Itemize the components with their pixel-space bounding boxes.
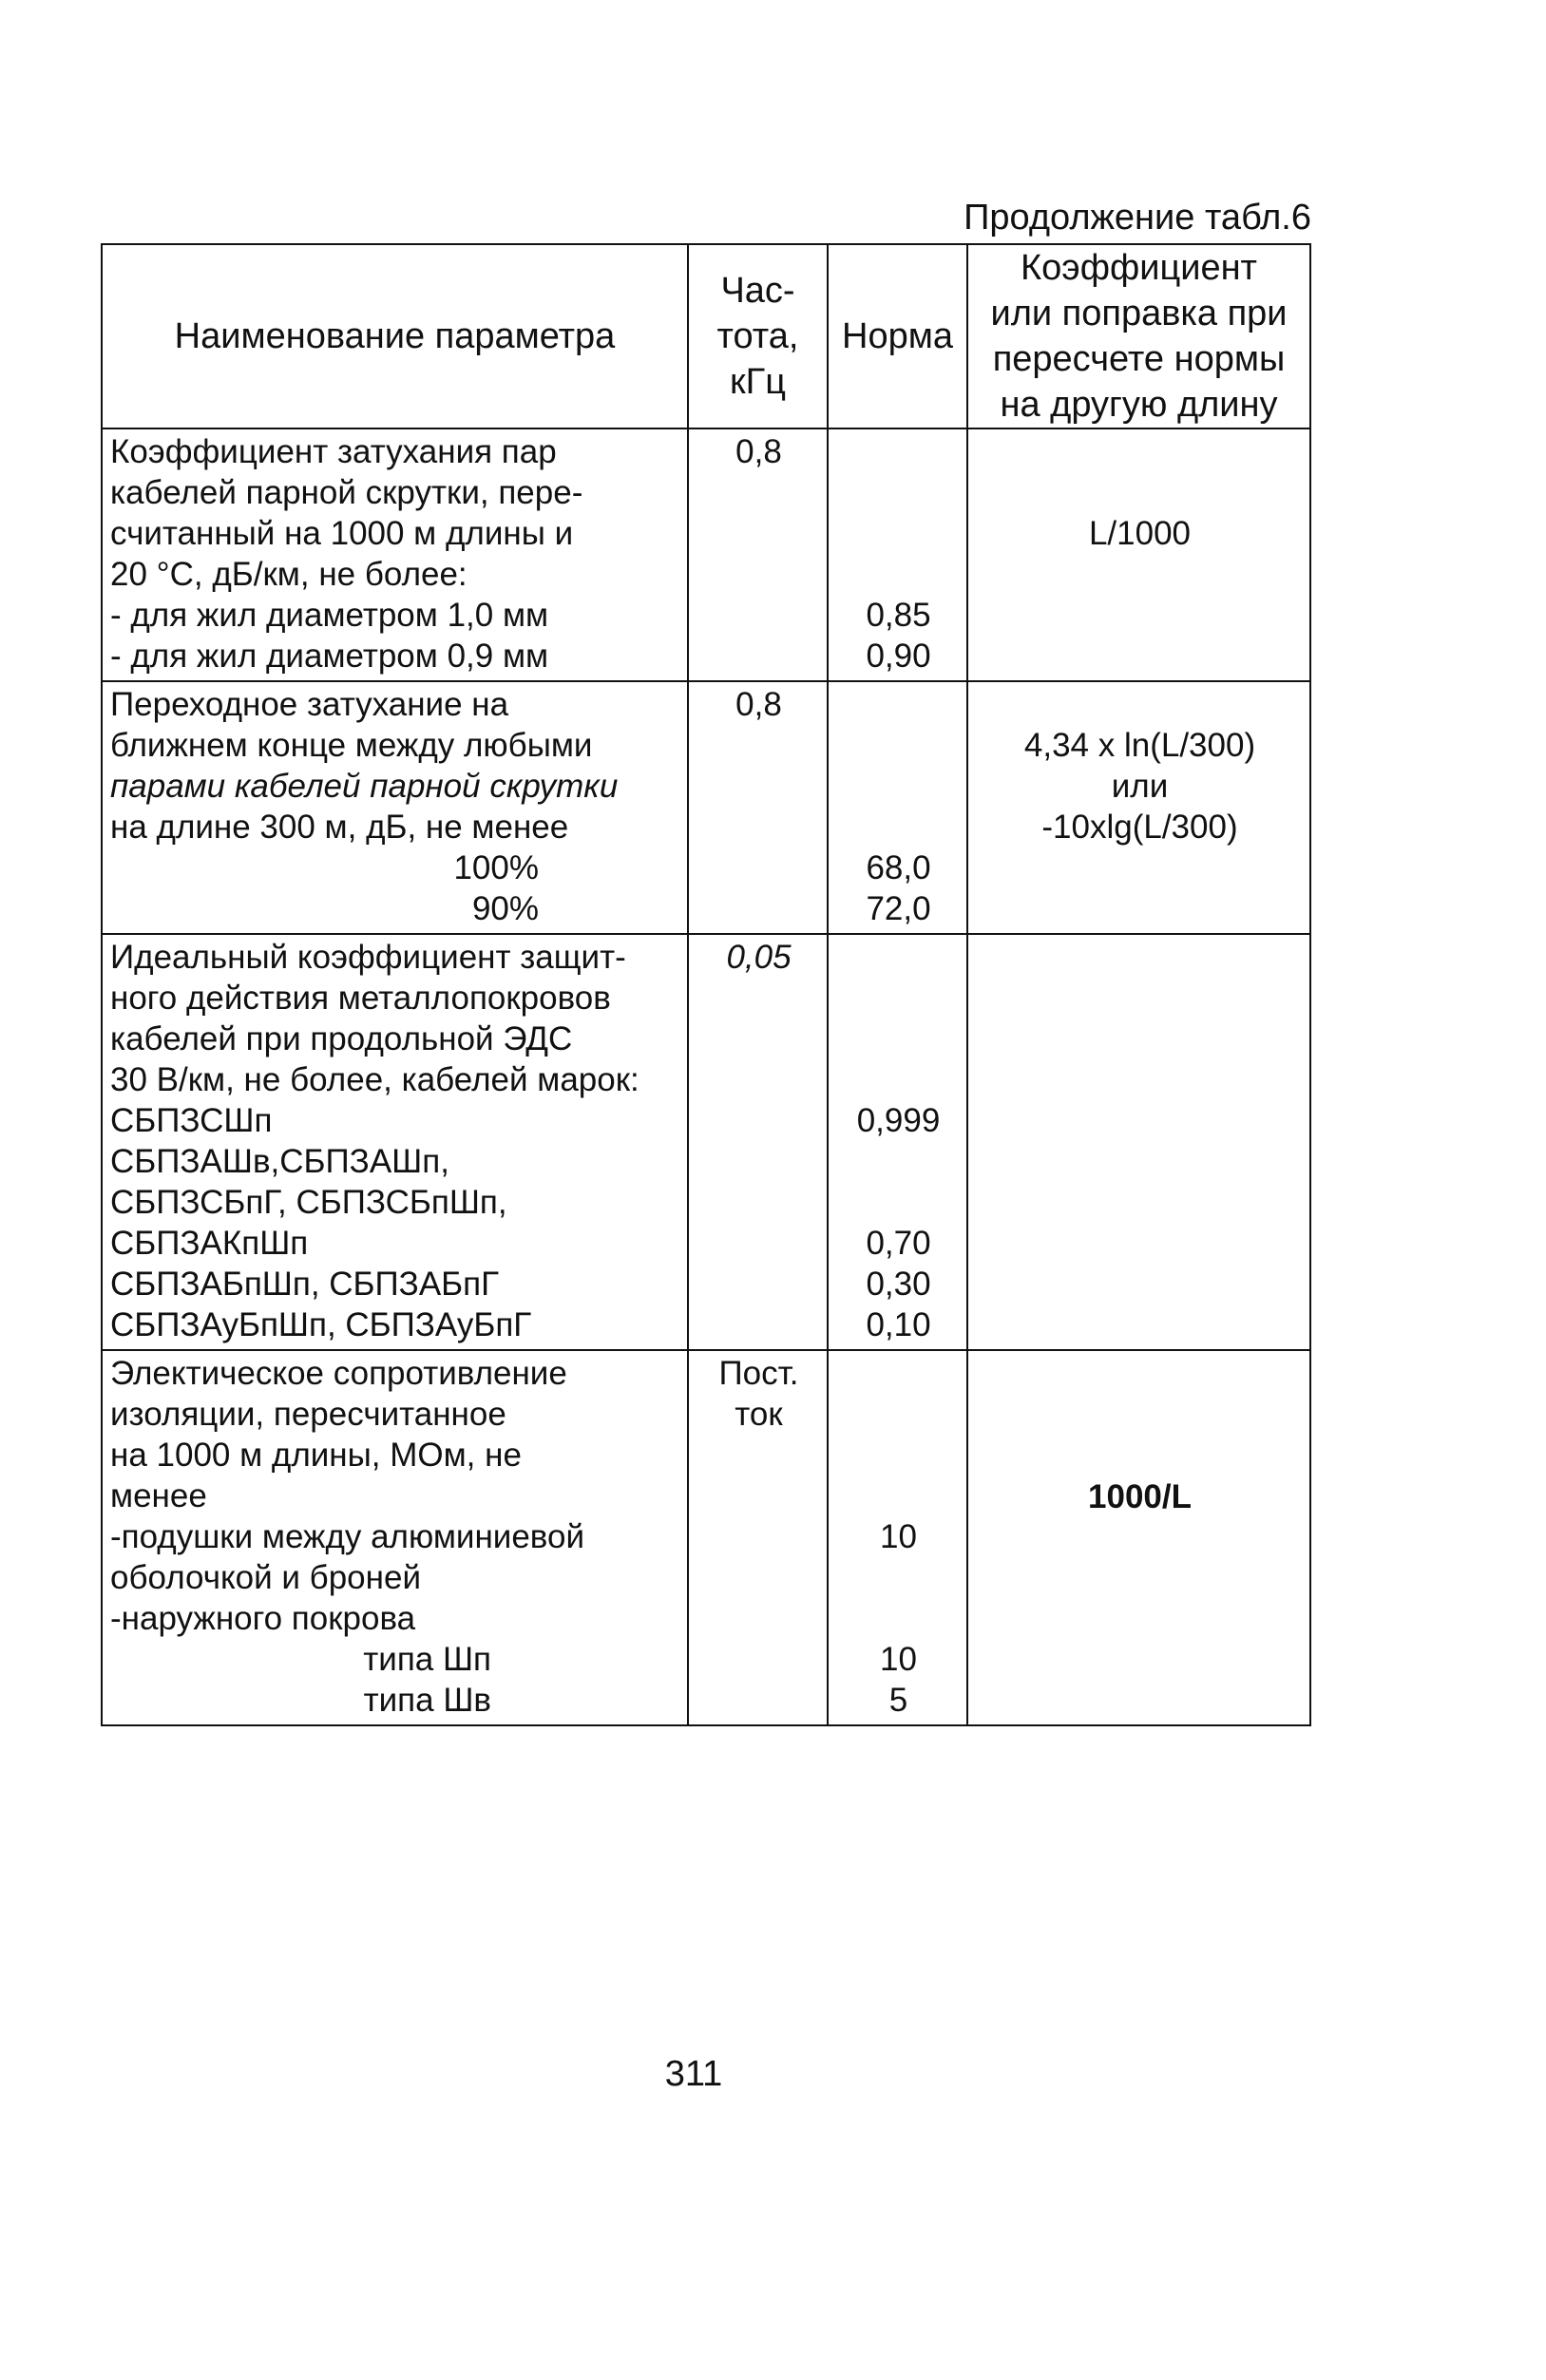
frequency-cell — [688, 934, 828, 1350]
header-coefficient-line: Коэффициент — [1021, 248, 1257, 288]
norm-value: 0,10 — [866, 1306, 931, 1343]
param-line: - для жил диаметром 1,0 мм — [110, 597, 549, 634]
param-line: считанный на 1000 м длины и — [110, 515, 574, 552]
param-cell — [102, 1350, 688, 1725]
header-frequency-line: тота, — [716, 316, 799, 356]
header-coefficient-line: пересчете нормы — [992, 339, 1286, 379]
param-line: ближнем конце между любыми — [110, 727, 593, 764]
norm-value: 5 — [888, 1682, 908, 1719]
param-cell — [102, 681, 688, 934]
norm-value — [836, 1476, 961, 1516]
norm-value — [836, 766, 961, 807]
frequency-cell — [688, 1350, 828, 1725]
frequency-value — [697, 1516, 821, 1557]
param-line: СБПЗСШп — [110, 1102, 273, 1139]
param-line: 30 В/км, не более, кабелей марок: — [110, 1061, 639, 1098]
frequency-value — [697, 1435, 821, 1476]
page-number: 311 — [664, 2054, 723, 2094]
norm-value: 72,0 — [866, 890, 931, 927]
table-header-row — [102, 244, 1310, 428]
param-line: ного действия металлопокровов — [110, 980, 611, 1017]
param-line: менее — [110, 1477, 207, 1514]
param-line: СБПЗАуБпШп, СБПЗАуБпГ — [110, 1306, 532, 1343]
frequency-value: 0,8 — [735, 686, 782, 723]
coefficient-formula: -10xlg(L/300) — [1041, 809, 1238, 846]
param-line: СБПЗСБпГ, СБПЗСБпШп, — [110, 1184, 507, 1221]
param-line: -подушки между алюминиевой — [110, 1518, 585, 1555]
table-row — [102, 428, 1310, 681]
coefficient-cell — [967, 934, 1310, 1350]
norm-value — [836, 1598, 961, 1639]
coefficient-formula: 4,34 x ln(L/300) — [1023, 727, 1256, 764]
norm-value: 0,70 — [866, 1225, 931, 1262]
norm-value — [836, 554, 961, 595]
frequency-value — [697, 1304, 821, 1345]
frequency-value — [697, 1264, 821, 1304]
norm-value: 10 — [880, 1641, 917, 1678]
frequency-value — [697, 888, 821, 929]
norm-value: 0,999 — [856, 1102, 941, 1139]
frequency-value — [697, 725, 821, 766]
table-row — [102, 934, 1310, 1350]
norm-value — [836, 1394, 961, 1435]
norm-value — [836, 1353, 961, 1394]
frequency-value — [697, 513, 821, 554]
norm-value — [836, 807, 961, 847]
norm-value — [836, 513, 961, 554]
norm-value — [836, 1182, 961, 1223]
header-frequency — [688, 244, 828, 428]
param-line: 90% — [471, 890, 539, 927]
param-line: Переходное затухание на — [110, 686, 509, 723]
frequency-value — [697, 1476, 821, 1516]
frequency-value — [697, 554, 821, 595]
frequency-value — [697, 1223, 821, 1264]
frequency-value — [697, 1100, 821, 1141]
param-cell — [102, 428, 688, 681]
coefficient-cell — [967, 681, 1310, 934]
norm-cell — [828, 1350, 967, 1725]
norm-value — [836, 684, 961, 725]
frequency-value: 0,05 — [726, 939, 792, 976]
param-line: 20 °С, дБ/км, не более: — [110, 556, 468, 593]
norm-cell — [828, 934, 967, 1350]
param-line: СБПЗАКпШп — [110, 1225, 309, 1262]
param-line: Идеальный коэффициент защит- — [110, 939, 626, 976]
frequency-value — [697, 1557, 821, 1598]
norm-cell — [828, 428, 967, 681]
table-row — [102, 681, 1310, 934]
frequency-value — [697, 807, 821, 847]
frequency-value — [697, 595, 821, 636]
frequency-cell — [688, 681, 828, 934]
header-coefficient-line: или поправка при — [990, 294, 1288, 333]
coefficient-cell — [967, 1350, 1310, 1725]
coefficient-value: 1000/L — [1088, 1478, 1192, 1515]
frequency-value: Пост. — [718, 1355, 799, 1392]
norm-value: 0,85 — [866, 597, 931, 634]
frequency-value — [697, 847, 821, 888]
frequency-value — [697, 1639, 821, 1680]
header-norm: Норма — [828, 244, 967, 428]
table-caption: Продолжение табл.6 — [964, 198, 1311, 238]
frequency-value: ток — [735, 1396, 783, 1433]
frequency-value — [697, 1182, 821, 1223]
norm-value — [836, 937, 961, 978]
header-frequency-line: кГц — [730, 362, 786, 402]
frequency-value — [697, 766, 821, 807]
norm-value — [836, 431, 961, 472]
param-line: изоляции, пересчитанное — [110, 1396, 506, 1433]
param-line: на 1000 м длины, МОм, не — [110, 1437, 522, 1474]
norm-cell — [828, 681, 967, 934]
frequency-value: 0,8 — [735, 433, 782, 470]
param-line: 100% — [453, 849, 539, 886]
frequency-value — [697, 1019, 821, 1059]
header-frequency-line: Час- — [720, 271, 795, 311]
frequency-value — [697, 472, 821, 513]
param-line: Коэффициент затухания пар — [110, 433, 557, 470]
param-line: СБПЗАШв,СБПЗАШп, — [110, 1143, 449, 1180]
norm-value — [836, 1435, 961, 1476]
table-row — [102, 1350, 1310, 1725]
param-line: - для жил диаметром 0,9 мм — [110, 638, 549, 675]
frequency-value — [697, 1598, 821, 1639]
norm-value — [836, 472, 961, 513]
frequency-value — [697, 636, 821, 676]
header-coefficient — [967, 244, 1310, 428]
coefficient-cell — [967, 428, 1310, 681]
frequency-cell — [688, 428, 828, 681]
parameters-table — [101, 243, 1311, 1726]
norm-value — [836, 1141, 961, 1182]
param-line: на длине 300 м, дБ, не менее — [110, 809, 569, 846]
frequency-value — [697, 1059, 821, 1100]
norm-value: 0,90 — [866, 638, 931, 675]
param-line: кабелей при продольной ЭДС — [110, 1020, 573, 1057]
param-line: -наружного покрова — [110, 1600, 416, 1637]
param-line: типа Шп — [363, 1641, 491, 1678]
norm-value: 68,0 — [866, 849, 931, 886]
norm-value: 0,30 — [866, 1266, 931, 1303]
norm-value — [836, 1059, 961, 1100]
param-line: типа Шв — [363, 1682, 491, 1719]
frequency-value — [697, 1141, 821, 1182]
norm-value — [836, 978, 961, 1019]
norm-value — [836, 1557, 961, 1598]
header-coefficient-line: на другую длину — [1000, 385, 1278, 425]
frequency-value — [697, 978, 821, 1019]
norm-value: 10 — [880, 1518, 917, 1555]
coefficient-formula: или — [1111, 768, 1169, 805]
header-parameter-name: Наименование параметра — [102, 244, 688, 428]
frequency-value — [697, 1680, 821, 1721]
norm-value — [836, 1019, 961, 1059]
param-line: оболочкой и броней — [110, 1559, 421, 1596]
param-line: кабелей парной скрутки, пере- — [110, 474, 583, 511]
param-line: Электическое сопротивление — [110, 1355, 567, 1392]
norm-value — [836, 725, 961, 766]
param-cell — [102, 934, 688, 1350]
param-line: СБПЗАБпШп, СБПЗАБпГ — [110, 1266, 500, 1303]
param-line: парами кабелей парной скрутки — [110, 768, 619, 805]
coefficient-value: L/1000 — [1088, 515, 1192, 552]
